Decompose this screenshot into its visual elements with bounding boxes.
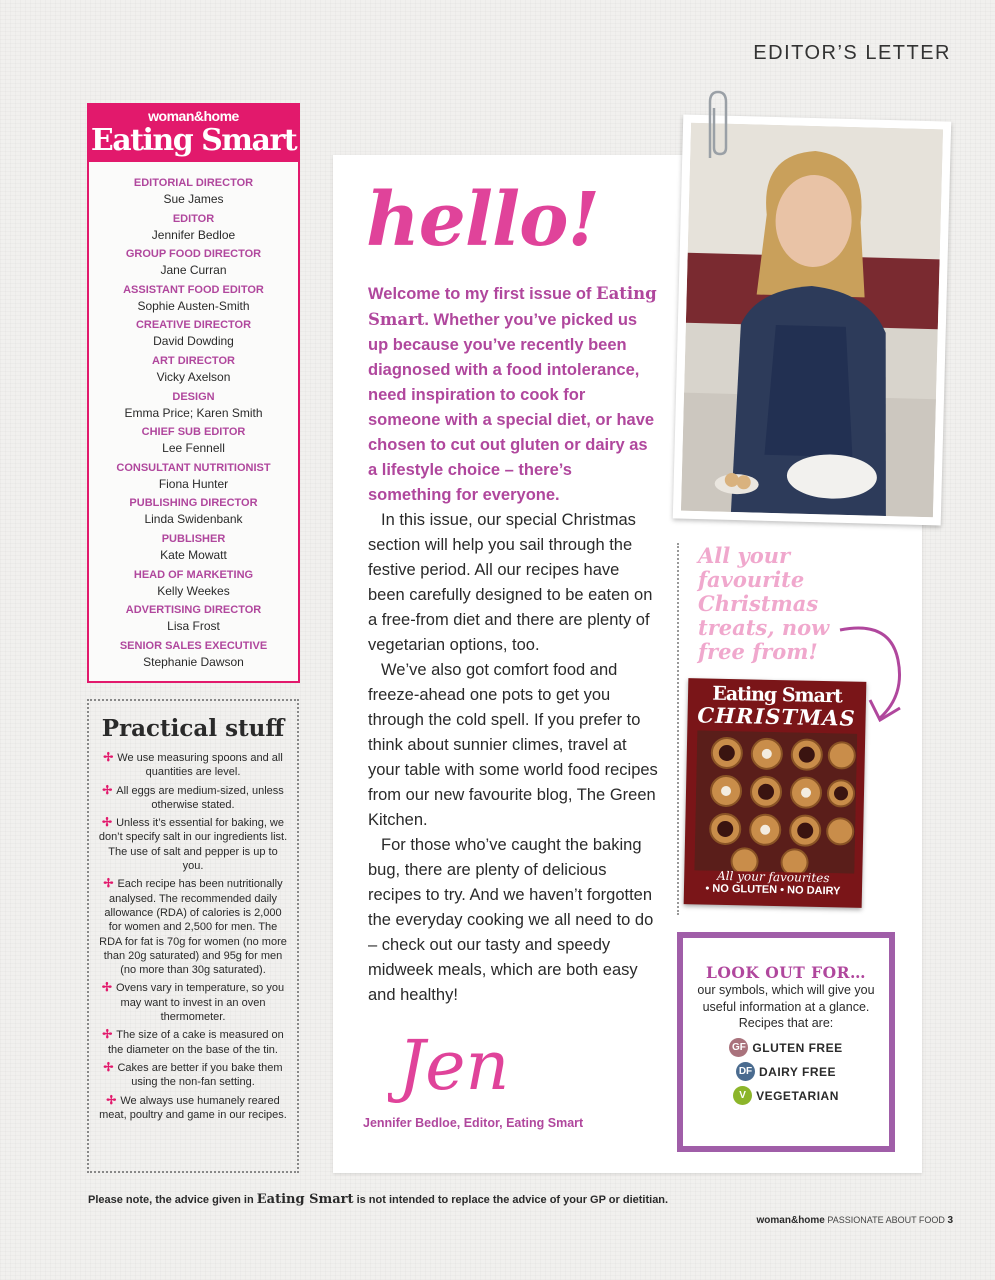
credit-role: SENIOR SALES EXECUTIVE xyxy=(119,639,268,652)
lookout-title: LOOK OUT FOR… xyxy=(705,963,867,982)
practical-title: Practical stuff xyxy=(101,715,285,742)
disclaimer-brand: Eating Smart xyxy=(256,1192,354,1207)
credit-role: GROUP FOOD DIRECTOR xyxy=(125,248,262,261)
list-item xyxy=(97,1027,289,1057)
list-item-text: Cakes are better if you bake them using the non-fan setting. xyxy=(117,1061,283,1089)
credit-name: David Dowding xyxy=(153,334,234,349)
credit-item xyxy=(89,603,298,639)
masthead-box xyxy=(87,103,300,683)
practical-list xyxy=(97,750,289,1122)
credit-name: Fiona Hunter xyxy=(158,476,229,491)
credit-item xyxy=(89,461,298,497)
cross-icon: ✢ xyxy=(103,1059,114,1074)
symbol-list xyxy=(683,1036,889,1108)
cross-icon: ✢ xyxy=(101,980,112,995)
signature-text: Jen xyxy=(398,1027,510,1106)
lookout-text: our symbols, which will give you useful information at a glance. Recipes that are: xyxy=(697,983,875,1030)
credit-name: Emma Price; Karen Smith xyxy=(124,405,263,420)
page-footer xyxy=(757,1215,953,1226)
credit-item xyxy=(89,247,298,283)
signature-caption: Jennifer Bedloe, Editor, Eating Smart xyxy=(363,1116,584,1130)
hello-heading: hello! xyxy=(366,177,599,263)
symbol-dairy-free xyxy=(683,1060,889,1084)
mince-pies-image xyxy=(694,730,857,873)
credit-role: ASSISTANT FOOD EDITOR xyxy=(123,283,264,296)
symbol-label: VEGETARIAN xyxy=(756,1088,839,1103)
intro-paragraph xyxy=(368,281,658,508)
credit-name: Sue James xyxy=(163,192,224,206)
intro-text-start: Welcome to my first issue of xyxy=(368,285,592,303)
credit-item xyxy=(89,639,298,675)
credit-item xyxy=(89,318,298,354)
credit-role: CONSULTANT NUTRITIONIST xyxy=(116,461,271,474)
list-item-text: We always use humanely reared meat, poultry and game in our recipes. xyxy=(99,1094,287,1121)
magazine-tagline: All your favourites xyxy=(716,868,830,886)
editor-photo-image xyxy=(681,123,943,517)
practical-stuff-box xyxy=(87,699,299,1173)
body-paragraph: In this issue, our special Christmas section will help you sail through the festive period. All our recipes have been carefully designed to be eaten on a free-from diet and there are plenty of vegetarian options, too. xyxy=(368,511,653,654)
credit-role: ART DIRECTOR xyxy=(152,354,235,367)
logo-big-text: Eating Smart xyxy=(90,123,297,158)
credit-role: EDITORIAL DIRECTOR xyxy=(133,177,254,189)
credit-item xyxy=(89,354,298,390)
symbol-vegetarian xyxy=(683,1084,889,1108)
body-paragraph: We’ve also got comfort food and freeze-ahead one pots to get you through the cold spell. If you prefer to think about sunnier climes, travel at your table with some world food recipes from our new favourite blog, The Green Kitchen. xyxy=(368,661,658,829)
credit-name: Lee Fennell xyxy=(162,441,225,456)
intro-text-end: . Whether you’ve picked us up because you’ve recently been diagnosed with a food intolerance, need inspiration to cook for someone with a special diet, or have chosen to cut out gluten or dairy as a lifestyle choice – there’s something for everyone. xyxy=(368,311,655,504)
credit-name: Jane Curran xyxy=(160,263,227,278)
vegetarian-icon: V xyxy=(733,1086,752,1105)
credit-name: Sophie Austen-Smith xyxy=(137,298,250,313)
credit-role: EDITOR xyxy=(172,212,215,225)
look-out-for-box xyxy=(677,932,895,1152)
list-item xyxy=(97,1093,289,1123)
credit-role: CHIEF SUB EDITOR xyxy=(141,426,246,439)
symbol-label: GLUTEN FREE xyxy=(752,1040,843,1055)
cross-icon: ✢ xyxy=(102,815,113,830)
dairy-free-icon: DF xyxy=(736,1062,755,1081)
cross-icon: ✢ xyxy=(103,876,114,891)
credit-item xyxy=(89,425,298,461)
cross-icon: ✢ xyxy=(106,1092,117,1107)
logo-small-text: woman&home xyxy=(148,108,239,124)
signature-image xyxy=(388,1017,588,1117)
gluten-free-icon: GF xyxy=(729,1038,748,1057)
list-item-text: Unless it’s essential for baking, we don’t specify salt in our ingredients list. The use of salt and pepper is up to you. xyxy=(98,817,288,873)
credit-role: PUBLISHER xyxy=(161,532,226,545)
credit-role: DESIGN xyxy=(172,390,215,403)
list-item-text: The size of a cake is measured on the diameter on the base of the tin. xyxy=(107,1029,284,1056)
credit-item xyxy=(89,532,298,568)
section-label: EDITOR’S LETTER xyxy=(753,42,951,64)
cross-icon: ✢ xyxy=(102,782,113,797)
paperclip-icon xyxy=(700,88,732,164)
list-item xyxy=(97,783,289,813)
list-item xyxy=(97,750,289,780)
intro-brand: Eating Smart xyxy=(368,284,657,329)
list-item-text: We use measuring spoons and all quantities are level. xyxy=(117,752,283,779)
magazine-cover xyxy=(684,678,867,908)
credit-item xyxy=(89,212,298,248)
credit-item xyxy=(89,568,298,604)
editor-photo xyxy=(673,115,951,526)
credit-name: Lisa Frost xyxy=(167,619,220,634)
disclaimer-end: is not intended to replace the advice of your GP or dietitian. xyxy=(356,1194,669,1206)
credit-item xyxy=(89,283,298,319)
disclaimer xyxy=(88,1192,668,1207)
magazine-subtitle: CHRISTMAS xyxy=(697,702,857,731)
list-item xyxy=(97,876,289,977)
credit-name: Kate Mowatt xyxy=(160,547,227,562)
footer-tagline: PASSIONATE ABOUT FOOD xyxy=(827,1215,945,1225)
credit-item xyxy=(89,496,298,532)
eating-smart-logo xyxy=(89,105,298,162)
credit-item xyxy=(89,390,298,426)
credits-list xyxy=(89,162,298,674)
list-item-text: All eggs are medium-sized, unless otherwise stated. xyxy=(116,784,284,811)
list-item-text: Ovens vary in temperature, so you may want to invest in an oven thermometer. xyxy=(115,982,285,1024)
disclaimer-start: Please note, the advice given in xyxy=(88,1194,254,1206)
footer-brand: woman&home xyxy=(756,1215,825,1226)
credit-name: Vicky Axelson xyxy=(156,369,231,384)
symbol-gluten-free xyxy=(683,1036,889,1060)
magazine-title: Eating Smart xyxy=(712,682,842,708)
credit-item xyxy=(89,176,298,212)
cross-icon: ✢ xyxy=(103,750,114,764)
letter-body xyxy=(368,508,658,1008)
cross-icon: ✢ xyxy=(102,1027,113,1042)
promo-caption: All your favourite Christmas treats, now free from! xyxy=(698,543,830,664)
credit-name: Jennifer Bedloe xyxy=(151,227,236,242)
promo-divider xyxy=(677,543,679,915)
body-paragraph: For those who’ve caught the baking bug, there are plenty of delicious recipes to try. And we haven’t forgotten the everyday cooking we all need to do – check out our tasty and speedy midweek meals, which are both easy and healthy! xyxy=(368,836,654,1004)
credit-role: HEAD OF MARKETING xyxy=(133,568,254,581)
credit-name: Linda Swidenbank xyxy=(144,512,243,527)
symbol-label: DAIRY FREE xyxy=(758,1064,836,1079)
credit-name: Kelly Weekes xyxy=(157,583,230,598)
credit-role: CREATIVE DIRECTOR xyxy=(135,319,252,332)
page-number: 3 xyxy=(947,1215,953,1226)
list-item xyxy=(97,980,289,1024)
list-item xyxy=(97,815,289,873)
magazine-badges: • NO GLUTEN • NO DAIRY xyxy=(705,882,841,898)
credit-role: PUBLISHING DIRECTOR xyxy=(129,497,258,510)
list-item-text: Each recipe has been nutritionally analysed. The recommended daily allowance (RDA) of calories is 2,000 for women and 2,500 for men. The RDA for fat is 70g for women (no more than 20g saturated) and 95g for men (no more than 30g saturated). xyxy=(99,878,287,977)
list-item xyxy=(97,1060,289,1090)
credit-name: Stephanie Dawson xyxy=(143,654,244,669)
credit-role: ADVERTISING DIRECTOR xyxy=(125,604,262,617)
